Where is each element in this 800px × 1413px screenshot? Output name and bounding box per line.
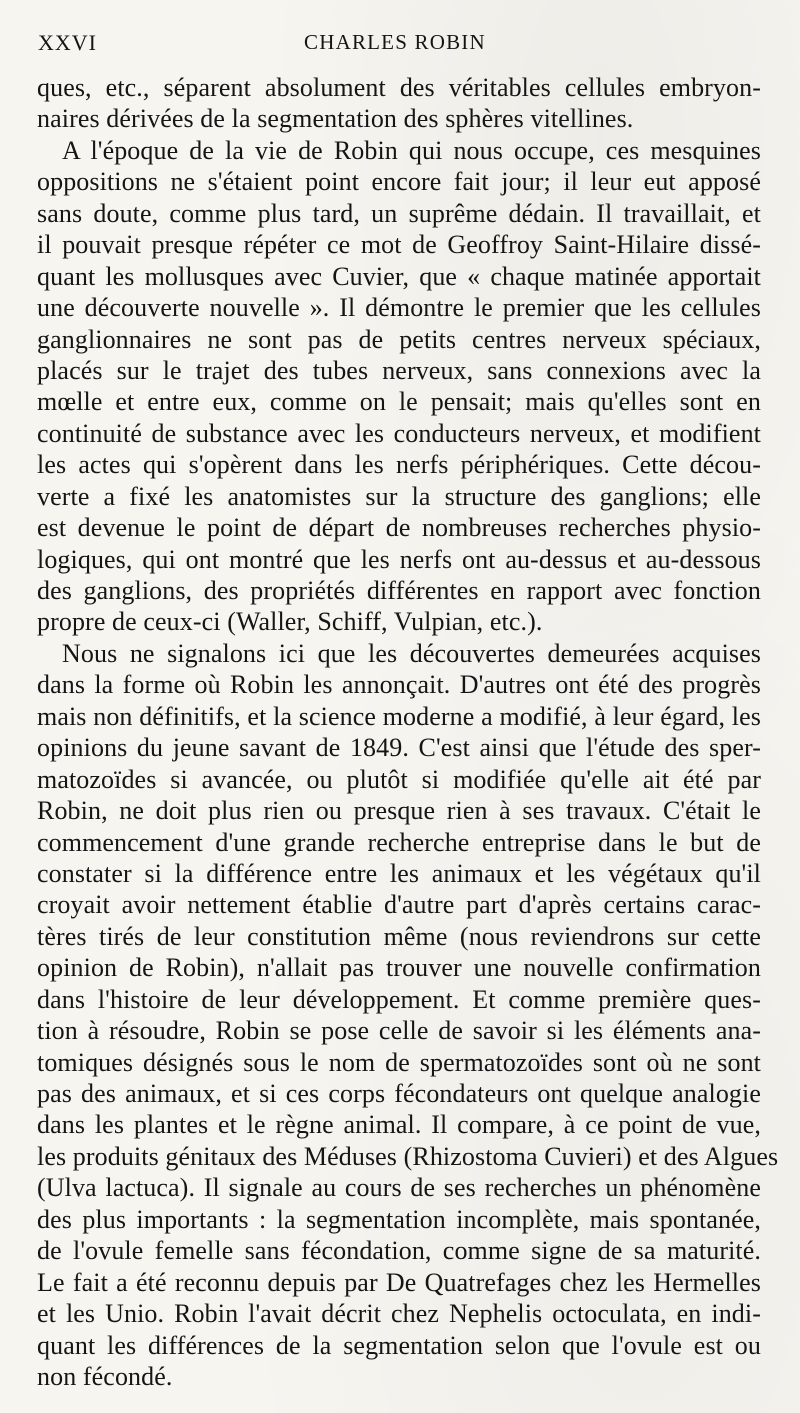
text-line: pas des animaux, et si ces corps fécondateurs ont quelque analogie xyxy=(37,1079,761,1108)
text-line: dans les plantes et le règne animal. Il compare, à ce point de vue, xyxy=(37,1110,761,1140)
running-head: CHARLES ROBIN xyxy=(304,30,486,54)
text-line: sans doute, comme plus tard, un suprême dédain. Il travaillait, et xyxy=(37,198,761,228)
text-line: des ganglions, des propriétés différentes en rapport avec fonction xyxy=(37,576,761,605)
text-line: matozoïdes si avancée, ou plutôt si modifiée qu'elle ait été par xyxy=(37,764,761,794)
text-line: A l'époque de la vie de Robin qui nous occupe, ces mesquines xyxy=(62,135,761,165)
text-line: commencement d'une grande recherche entreprise dans le but de xyxy=(37,827,761,857)
text-line: Le fait a été reconnu depuis par De Quatrefages chez les Hermelles xyxy=(37,1267,761,1297)
text-line: dans l'histoire de leur développement. Et comme première ques- xyxy=(37,984,761,1014)
text-line: logiques, qui ont montré que les nerfs ont au-dessus et au-dessous xyxy=(37,544,761,574)
text-line: il pouvait presque répéter ce mot de Geoffroy Saint-Hilaire dissé- xyxy=(37,230,761,260)
text-line: oppositions ne s'étaient point encore fait jour; il leur eut apposé xyxy=(37,167,761,197)
text-line: ques, etc., séparent absolument des véritables cellules embryon- xyxy=(37,73,761,102)
text-line: opinions du jeune savant de 1849. C'est ainsi que l'étude des sper- xyxy=(37,733,761,763)
text-line: mais non définitifs, et la science moderne a modifié, à leur égard, les xyxy=(37,701,761,731)
text-line: des plus importants : la segmentation incomplète, mais spontanée, xyxy=(37,1204,761,1234)
text-line: constater si la différence entre les animaux et les végétaux qu'il xyxy=(37,858,761,888)
text-line: les produits génitaux des Méduses (Rhizostoma Cuvieri) et des Algues xyxy=(37,1141,779,1171)
text-line: Robin, ne doit plus rien ou presque rien à ses travaux. C'était le xyxy=(37,796,761,826)
text-line: tomiques désignés sous le nom de spermatozoïdes sont où ne sont xyxy=(37,1047,761,1077)
text-line: Nous ne signalons ici que les découvertes demeurées acquises xyxy=(62,638,761,668)
text-line: placés sur le trajet des tubes nerveux, sans connexions avec la xyxy=(37,355,761,385)
text-line: de l'ovule femelle sans fécondation, comme signe de sa maturité. xyxy=(37,1236,761,1266)
text-line: tères tirés de leur constitution même (nous reviendrons sur cette xyxy=(37,921,761,951)
text-line: dans la forme où Robin les annonçait. D'autres ont été des progrès xyxy=(37,670,761,700)
text-line: ganglionnaires ne sont pas de petits centres nerveux spéciaux, xyxy=(37,324,761,354)
text-line: verte a fixé les anatomistes sur la structure des ganglions; elle xyxy=(37,481,761,511)
text-line: mœlle et entre eux, comme on le pensait; mais qu'elles sont en xyxy=(37,387,761,417)
text-line: les actes qui s'opèrent dans les nerfs périphériques. Cette décou- xyxy=(37,450,761,480)
page-header xyxy=(38,30,760,58)
page-number: XXVI xyxy=(38,30,97,55)
text-line: propre de ceux-ci (Waller, Schiff, Vulpian, etc.). xyxy=(37,607,543,637)
text-line: quant les différences de la segmentation selon que l'ovule est ou xyxy=(37,1330,761,1360)
text-line: naires dérivées de la segmentation des sphères vitellines. xyxy=(37,104,634,134)
text-line: opinion de Robin), n'allait pas trouver une nouvelle confirmation xyxy=(37,953,761,983)
text-line: non fécondé. xyxy=(37,1361,173,1391)
text-line: croyait avoir nettement établie d'autre part d'après certains carac- xyxy=(37,890,761,920)
text-line: continuité de substance avec les conducteurs nerveux, et modifient xyxy=(37,418,761,448)
text-line: est devenue le point de départ de nombreuses recherches physio- xyxy=(37,513,761,543)
text-line: une découverte nouvelle ». Il démontre le premier que les cellules xyxy=(37,293,761,323)
text-line: (Ulva lactuca). Il signale au cours de ses recherches un phénomène xyxy=(37,1173,761,1203)
body-text xyxy=(37,72,779,1392)
text-line: quant les mollusques avec Cuvier, que « chaque matinée apportait xyxy=(37,261,761,291)
text-line: tion à résoudre, Robin se pose celle de savoir si les éléments ana- xyxy=(37,1016,761,1046)
text-line: et les Unio. Robin l'avait décrit chez Nephelis octoculata, en indi- xyxy=(37,1299,761,1329)
